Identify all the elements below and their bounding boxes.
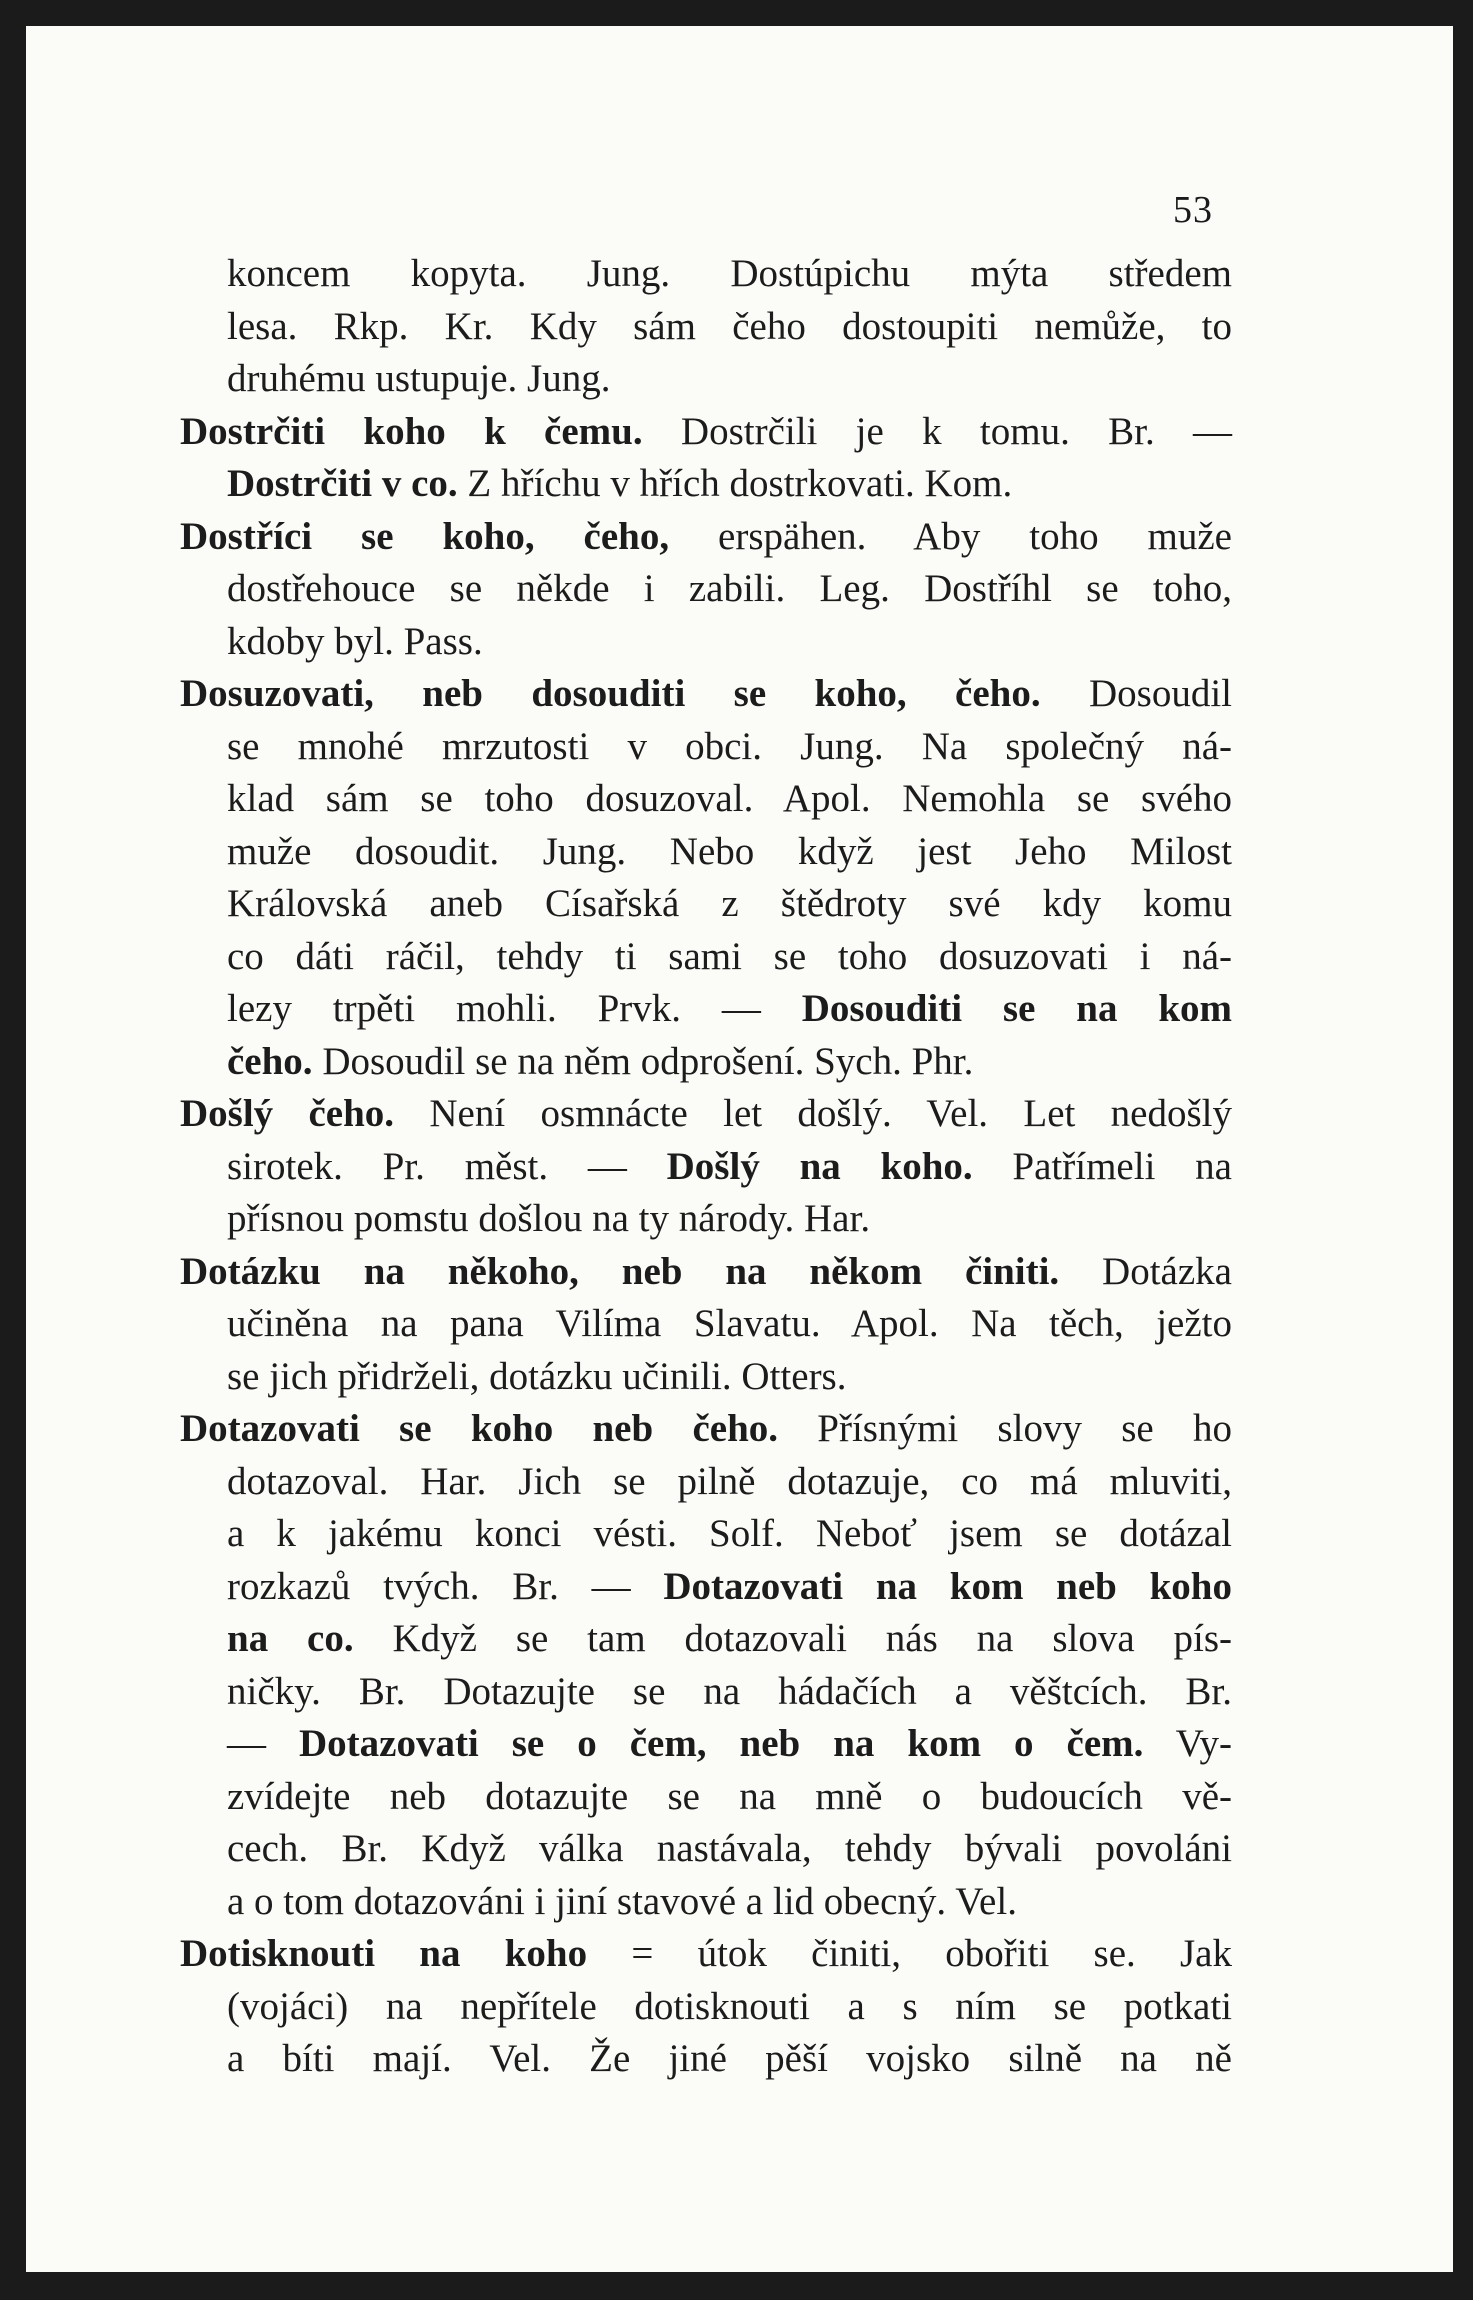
text-line (180, 1666, 1232, 1719)
line-text: a k jakému konci vésti. Solf. Neboť jsem se dotázal (227, 1512, 1232, 1555)
line-text: lezy trpěti mohli. Prvk. — (227, 987, 802, 1030)
line-text: cech. Br. Když válka nastávala, tehdy bývali povoláni (227, 1827, 1232, 1870)
line-text: dotazoval. Har. Jich se pilně dotazuje, co má mluviti, (227, 1459, 1232, 1503)
line-text: — (227, 1722, 299, 1765)
line-text: muže dosoudit. Jung. Nebo když jest Jeho Milost (227, 829, 1232, 873)
line-text: Když se tam dotazovali nás na slova pís- (353, 1617, 1233, 1660)
line-text: Přísnými slovy se ho (778, 1407, 1232, 1450)
headword: Dostrčiti v co. (227, 462, 458, 505)
text-line (180, 1298, 1232, 1351)
text-line (180, 353, 1232, 406)
text-line (180, 721, 1232, 774)
text-line (180, 458, 1232, 511)
entry-headword-line (180, 1246, 1232, 1299)
line-text: ničky. Br. Dotazujte se na hádačích a věštcích. Br. (227, 1669, 1232, 1713)
text-line (180, 2033, 1232, 2086)
entry-headword-line (180, 1928, 1232, 1981)
text-line (180, 1561, 1232, 1614)
text-line (180, 563, 1232, 616)
headword: Dosouditi se na kom (801, 987, 1232, 1030)
line-text: = útok činiti, obořiti se. Jak (587, 1932, 1232, 1975)
line-text: Dosoudil (1040, 672, 1233, 715)
line-text: se jich přidrželi, dotázku učinili. Otters. (227, 1354, 847, 1398)
text-line (180, 1876, 1232, 1929)
line-text: co dáti ráčil, tehdy ti sami se toho dosuzovati i ná- (227, 934, 1232, 978)
headword: na co. (227, 1617, 354, 1660)
text-line (180, 983, 1232, 1036)
line-text: dostřehouce se někde i zabili. Leg. Dostříhl se toho, (227, 567, 1232, 610)
text-line (180, 878, 1232, 931)
dictionary-text (180, 248, 1232, 2086)
entry-headword-line (180, 511, 1232, 564)
line-text: koncem kopyta. Jung. Dostúpichu mýta středem (227, 252, 1232, 295)
line-text: Z hříchu v hřích dostrkovati. Kom. (457, 462, 1013, 505)
line-text: učiněna na pana Vilíma Slavatu. Apol. Na těch, ježto (227, 1302, 1232, 1345)
headword: Dostříci se koho, čeho, (180, 514, 670, 558)
text-line (180, 931, 1232, 984)
line-text: Není osmnácte let došlý. Vel. Let nedošlý (394, 1092, 1232, 1135)
entry-headword-line (180, 668, 1232, 721)
text-line (180, 301, 1232, 354)
headword: Dotisknouti na koho (180, 1932, 588, 1975)
text-line (180, 773, 1232, 826)
text-line (180, 826, 1232, 879)
line-text: Vy- (1143, 1722, 1233, 1765)
headword: čeho. (227, 1039, 313, 1083)
scan-border-top (0, 0, 1473, 22)
entry-headword-line (180, 1403, 1232, 1456)
text-line (180, 1193, 1232, 1246)
line-text: rozkazů tvých. Br. — (227, 1564, 664, 1608)
line-text: klad sám se toho dosuzoval. Apol. Nemohla se svého (227, 777, 1232, 820)
line-text: Dostrčili je k tomu. Br. — (642, 409, 1232, 453)
line-text: Královská aneb Císařská z štědroty své kdy komu (227, 882, 1232, 925)
headword: Dotázku na někoho, neb na někom činiti. (180, 1249, 1060, 1293)
line-text: lesa. Rkp. Kr. Kdy sám čeho dostoupiti nemůže, to (227, 304, 1232, 348)
line-text: Dosoudil se na něm odprošení. Sych. Phr. (312, 1039, 974, 1083)
entry-headword-line (180, 406, 1232, 459)
text-line (180, 1613, 1232, 1666)
headword: Došlý na koho. (666, 1144, 973, 1188)
text-line (180, 1981, 1232, 2034)
line-text: erspähen. Aby toho muže (669, 514, 1232, 558)
headword: Dotazovati se o čem, neb na kom o čem. (298, 1722, 1144, 1765)
text-line (180, 1036, 1232, 1089)
line-text: sirotek. Pr. měst. — (227, 1144, 667, 1188)
text-line (180, 1456, 1232, 1509)
line-text: (vojáci) na nepřítele dotisknouti a s ním se potkati (227, 1984, 1232, 2028)
text-line (180, 616, 1232, 669)
headword: Dosuzovati, neb dosouditi se koho, čeho. (180, 672, 1041, 715)
line-text: druhému ustupuje. Jung. (227, 357, 611, 400)
text-line (180, 1508, 1232, 1561)
line-text: zvídejte neb dotazujte se na mně o budoucích vě- (227, 1774, 1232, 1818)
headword: Došlý čeho. (180, 1092, 395, 1135)
headword: Dostrčiti koho k čemu. (180, 409, 643, 453)
line-text: kdoby byl. Pass. (227, 619, 483, 663)
headword: Dotazovati se koho neb čeho. (180, 1407, 779, 1450)
line-text: a bíti mají. Vel. Že jiné pěší vojsko silně na ně (227, 2037, 1232, 2080)
text-line (180, 1823, 1232, 1876)
line-text: Dotázka (1059, 1249, 1232, 1293)
text-line (180, 1771, 1232, 1824)
line-text: přísnou pomstu došlou na ty národy. Har. (227, 1197, 871, 1240)
page-number: 53 (1173, 189, 1213, 231)
text-line (180, 1141, 1232, 1194)
headword: Dotazovati na kom neb koho (663, 1564, 1232, 1608)
line-text: Patřímeli na (972, 1144, 1232, 1188)
text-line (180, 248, 1232, 301)
entry-headword-line (180, 1088, 1232, 1141)
text-line (180, 1718, 1232, 1771)
line-text: a o tom dotazováni i jiní stavové a lid obecný. Vel. (227, 1879, 1017, 1923)
text-line (180, 1351, 1232, 1404)
line-text: se mnohé mrzutosti v obci. Jung. Na společný ná- (227, 724, 1232, 768)
